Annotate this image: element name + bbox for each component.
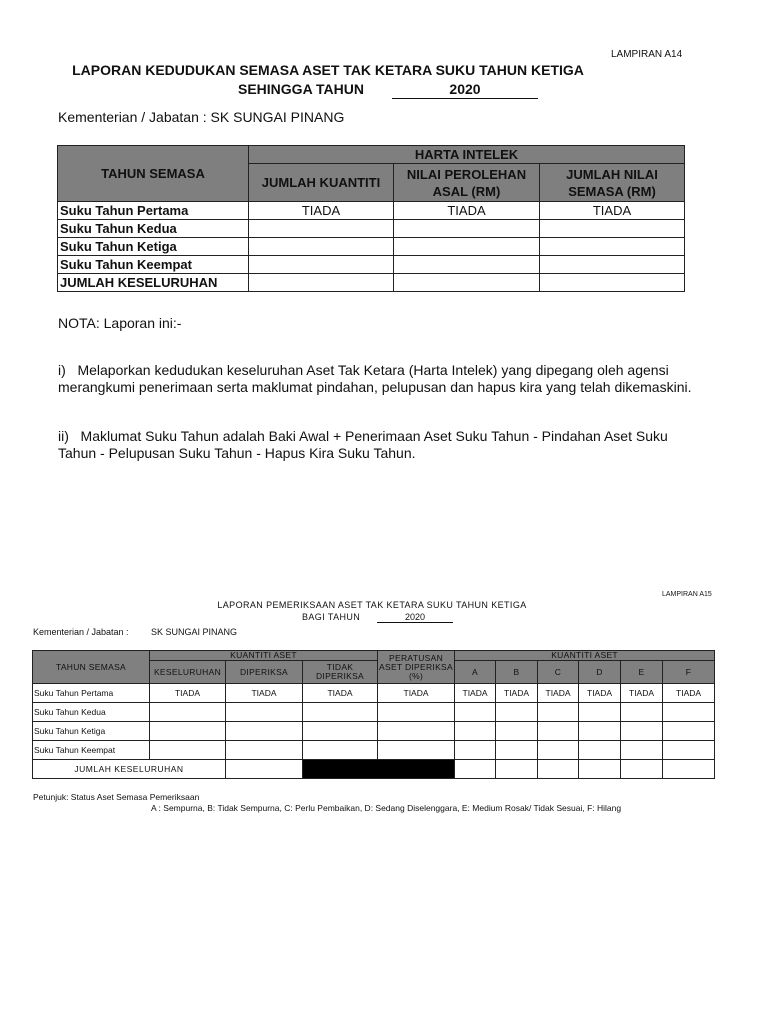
a15-header-status-d: D xyxy=(579,661,621,684)
table-cell xyxy=(663,703,715,722)
table-row xyxy=(58,202,685,220)
row-label: Suku Tahun Ketiga xyxy=(58,238,249,256)
row-label: Suku Tahun Kedua xyxy=(58,220,249,238)
row-label: JUMLAH KESELURUHAN xyxy=(58,274,249,292)
a15-header-status-c: C xyxy=(538,661,579,684)
a14-nota: NOTA: Laporan ini:- xyxy=(58,315,182,331)
a14-title-line1: LAPORAN KEDUDUKAN SEMASA ASET TAK KETARA SUKU TAHUN KETIGA xyxy=(72,62,584,78)
table-cell xyxy=(455,722,496,741)
table-cell xyxy=(538,760,579,779)
row-label: Suku Tahun Keempat xyxy=(33,741,150,760)
a15-header-status-b: B xyxy=(496,661,538,684)
table-cell: TIADA xyxy=(579,684,621,703)
a15-title-line1: LAPORAN PEMERIKSAAN ASET TAK KETARA SUKU TAHUN KETIGA xyxy=(217,600,527,610)
a15-header-diperiksa: DIPERIKSA xyxy=(226,661,303,684)
table-cell xyxy=(496,722,538,741)
table-cell xyxy=(150,741,226,760)
table-cell xyxy=(579,703,621,722)
table-cell: TIADA xyxy=(538,684,579,703)
table-row xyxy=(58,220,685,238)
table-row-total xyxy=(33,760,715,779)
table-row xyxy=(33,703,715,722)
table-row-total xyxy=(58,274,685,292)
row-label: Suku Tahun Kedua xyxy=(33,703,150,722)
table-cell: TIADA xyxy=(303,684,378,703)
table-cell xyxy=(150,722,226,741)
row-label: Suku Tahun Pertama xyxy=(33,684,150,703)
cell-nilai-semasa: TIADA xyxy=(540,202,685,220)
a15-header-kuantiti-aset: KUANTITI ASET xyxy=(150,651,378,661)
a15-header-tahun: TAHUN SEMASA xyxy=(33,651,150,684)
a15-header-keseluruhan: KESELURUHAN xyxy=(150,661,226,684)
table-cell: TIADA xyxy=(455,684,496,703)
table-cell: TIADA xyxy=(621,684,663,703)
table-cell xyxy=(378,741,455,760)
table-cell xyxy=(663,760,715,779)
table-cell xyxy=(303,703,378,722)
a15-petunjuk-legend: A : Sempurna, B: Tidak Sempurna, C: Perlu Pembaikan, D: Sedang Diselenggara, E: Medium Rosak/ Tidak Sesuai, F: Hilang xyxy=(151,803,622,813)
a14-header-nilai-asal: NILAI PEROLEHAN ASAL (RM) xyxy=(394,164,540,202)
table-cell xyxy=(663,741,715,760)
table-cell xyxy=(455,760,496,779)
a14-note-2: ii) Maklumat Suku Tahun adalah Baki Awal + Penerimaan Aset Suku Tahun - Pindahan Aset Suku Tahun - Pelupusan Suku Tahun - Hapus Kira Suku Tahun. xyxy=(58,428,672,461)
table-cell xyxy=(378,722,455,741)
blacked-out-cell xyxy=(303,760,455,779)
cell-kuantiti xyxy=(249,220,394,238)
table-row xyxy=(33,684,715,703)
table-cell xyxy=(663,722,715,741)
table-cell: TIADA xyxy=(496,684,538,703)
table-cell xyxy=(496,760,538,779)
table-cell xyxy=(496,703,538,722)
cell-nilai-semasa xyxy=(540,256,685,274)
table-cell xyxy=(150,703,226,722)
row-label: Suku Tahun Ketiga xyxy=(33,722,150,741)
table-cell xyxy=(621,703,663,722)
a14-header-kuantiti: JUMLAH KUANTITI xyxy=(249,164,394,202)
cell-kuantiti xyxy=(249,256,394,274)
table-row xyxy=(33,722,715,741)
table-cell: TIADA xyxy=(378,684,455,703)
a15-header-kuantiti-status: KUANTITI ASET xyxy=(455,651,715,661)
table-cell xyxy=(621,722,663,741)
a15-petunjuk-title: Petunjuk: Status Aset Semasa Pemeriksaan xyxy=(33,792,200,802)
table-cell xyxy=(538,741,579,760)
table-cell xyxy=(538,722,579,741)
a14-header-tahun: TAHUN SEMASA xyxy=(58,146,249,202)
table-cell: TIADA xyxy=(663,684,715,703)
cell-kuantiti xyxy=(249,238,394,256)
a14-year: 2020 xyxy=(392,81,538,99)
a14-header-nilai-semasa: JUMLAH NILAI SEMASA (RM) xyxy=(540,164,685,202)
a15-inspection-table xyxy=(32,650,715,779)
a15-lampiran-label: LAMPIRAN A15 xyxy=(662,591,712,598)
table-cell xyxy=(579,722,621,741)
a15-title-line2: BAGI TAHUN xyxy=(302,612,361,622)
table-cell xyxy=(579,741,621,760)
table-cell xyxy=(579,760,621,779)
cell-nilai-asal: TIADA xyxy=(394,202,540,220)
table-cell xyxy=(303,741,378,760)
a14-lampiran-label: LAMPIRAN A14 xyxy=(611,49,683,60)
total-label: JUMLAH KESELURUHAN xyxy=(33,760,226,779)
table-cell xyxy=(303,722,378,741)
table-cell xyxy=(621,741,663,760)
table-row xyxy=(33,741,715,760)
table-cell xyxy=(621,760,663,779)
table-cell xyxy=(226,741,303,760)
table-cell xyxy=(455,741,496,760)
cell-kuantiti xyxy=(249,274,394,292)
table-cell xyxy=(538,703,579,722)
cell-nilai-semasa xyxy=(540,238,685,256)
a14-title-line2: SEHINGGA TAHUN xyxy=(238,81,364,97)
table-cell xyxy=(496,741,538,760)
row-label: Suku Tahun Pertama xyxy=(58,202,249,220)
a15-header-status-a: A xyxy=(455,661,496,684)
a14-header-harta-intelek: HARTA INTELEK xyxy=(249,146,685,164)
a15-ministry-value: SK SUNGAI PINANG xyxy=(151,627,238,637)
cell-nilai-asal xyxy=(394,256,540,274)
table-cell xyxy=(378,703,455,722)
cell-nilai-asal xyxy=(394,238,540,256)
table-cell xyxy=(455,703,496,722)
row-label: Suku Tahun Keempat xyxy=(58,256,249,274)
cell-nilai-semasa xyxy=(540,274,685,292)
table-cell xyxy=(226,703,303,722)
cell-kuantiti: TIADA xyxy=(249,202,394,220)
cell-nilai-semasa xyxy=(540,220,685,238)
a15-header-status-f: F xyxy=(663,661,715,684)
table-row xyxy=(58,238,685,256)
a14-note-1: i) Melaporkan kedudukan keseluruhan Aset Tak Ketara (Harta Intelek) yang dipegang oleh agensi merangkumi penerimaan serta maklumat pindahan, pelupusan dan hapus kira yang telah dikemaskini. xyxy=(58,362,692,395)
cell-nilai-asal xyxy=(394,274,540,292)
table-cell: TIADA xyxy=(226,684,303,703)
a14-report-table xyxy=(57,145,685,292)
a15-header-status-e: E xyxy=(621,661,663,684)
a15-ministry-label: Kementerian / Jabatan : xyxy=(33,627,129,637)
a15-header-tidak-diperiksa: TIDAK DIPERIKSA xyxy=(303,661,378,684)
table-cell: TIADA xyxy=(150,684,226,703)
a15-year: 2020 xyxy=(377,612,453,623)
a14-ministry: Kementerian / Jabatan : SK SUNGAI PINANG xyxy=(58,109,345,125)
table-cell xyxy=(226,722,303,741)
cell-nilai-asal xyxy=(394,220,540,238)
a15-header-peratusan: PERATUSAN ASET DIPERIKSA (%) xyxy=(378,651,455,684)
table-cell xyxy=(226,760,303,779)
table-row xyxy=(58,256,685,274)
